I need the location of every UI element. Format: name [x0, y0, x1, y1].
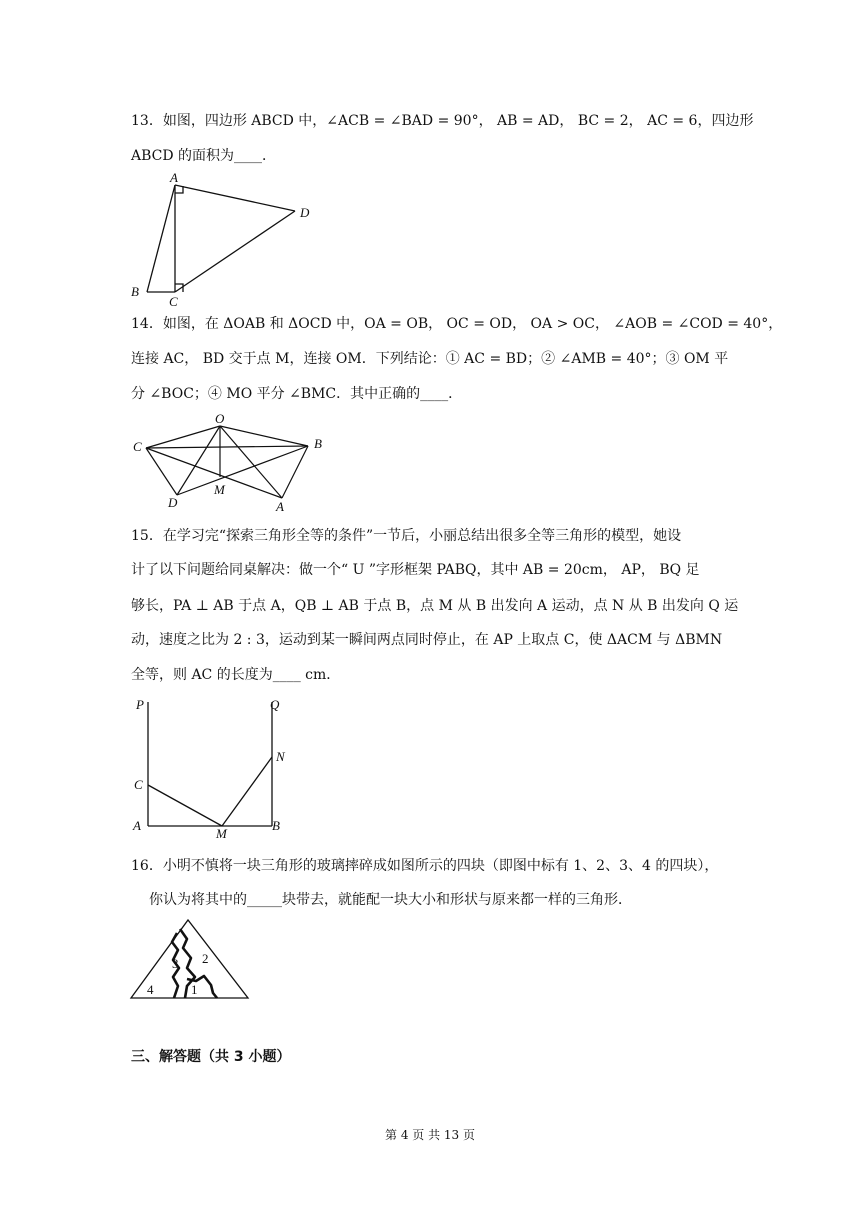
q15-label-b: B	[272, 818, 280, 833]
q14-label-m: M	[214, 482, 225, 497]
q13-label-a: A	[170, 170, 178, 185]
q16-label-3: 3	[172, 956, 179, 971]
q15-segment-mn	[222, 757, 272, 826]
q14-segment-cd	[146, 448, 177, 495]
q14-figure	[125, 410, 340, 515]
q16-figure	[125, 915, 255, 1005]
q14-segment-ob	[220, 426, 308, 446]
q15-label-q: Q	[270, 697, 280, 712]
q15-line-2: 计了以下问题给同桌解决：做一个“ U ”字形框架 PABQ，其中 AB = 20cm， AP， BQ 足	[131, 562, 700, 578]
q15-label-n: N	[276, 749, 285, 764]
q14-line-3: 分 ∠BOC；④ MO 平分 ∠BMC．其中正确的____．	[131, 386, 463, 402]
q16-line-2: 你认为将其中的_____块带去，就能配一块大小和形状与原来都一样的三角形．	[149, 892, 632, 908]
q13-figure	[120, 168, 330, 308]
q13-line-2: ABCD 的面积为____．	[131, 148, 277, 164]
q14-segment-cb	[146, 446, 308, 448]
q13-label-d: D	[300, 205, 310, 220]
q15-line-5: 全等，则 AC 的长度为____ cm．	[131, 667, 341, 683]
section-heading: 三、解答题（共 3 小题）	[131, 1049, 291, 1065]
q15-label-c: C	[134, 777, 143, 792]
q13-segment-cd	[175, 211, 295, 292]
q15-line-3: 够长，PA ⊥ AB 于点 A，QB ⊥ AB 于点 B，点 M 从 B 出发向 A 运动，点 N 从 B 出发向 Q 运	[131, 598, 739, 614]
q15-segment-cm	[148, 785, 222, 826]
q15-line-1: 15．在学习完“探索三角形全等的条件”一节后，小丽总结出很多全等三角形的模型，她设	[131, 528, 682, 544]
q14-label-c: C	[133, 439, 142, 454]
q15-figure	[125, 690, 300, 845]
q15-label-a: A	[133, 818, 141, 833]
q15-label-m: M	[216, 826, 227, 841]
q14-line-1: 14．如图，在 ΔOAB 和 ΔOCD 中，OA = OB， OC = OD， OA > OC， ∠AOB = ∠COD = 40°，	[131, 316, 783, 332]
q15-label-p: P	[136, 697, 144, 712]
q13-line-1: 13．如图，四边形 ABCD 中，∠ACB = ∠BAD = 90°， AB = AD， BC = 2， AC = 6，四边形	[131, 113, 754, 129]
q13-label-c: C	[169, 294, 178, 308]
q14-label-a: A	[276, 499, 284, 514]
q13-segment-ba	[147, 185, 175, 292]
q14-label-o: O	[215, 411, 225, 426]
q16-line-1: 16．小明不慎将一块三角形的玻璃摔碎成如图所示的四块（即图中标有 1、2、3、4 的四块），	[131, 858, 719, 874]
q15-line-4: 动，速度之比为 2 : 3，运动到某一瞬间两点同时停止，在 AP 上取点 C，使 ΔACM 与 ΔBMN	[131, 632, 723, 648]
q13-segment-ad	[175, 185, 295, 211]
q16-label-2: 2	[202, 951, 209, 966]
q14-line-2: 连接 AC， BD 交于点 M，连接 OM．下列结论：① AC = BD；② ∠AMB = 40°；③ OM 平	[131, 351, 729, 367]
q14-label-b: B	[314, 436, 322, 451]
q16-label-1: 1	[191, 982, 198, 997]
page-footer: 第 4 页 共 13 页	[385, 1128, 475, 1142]
q14-segment-db	[177, 446, 308, 495]
q13-label-b: B	[131, 284, 139, 299]
q16-label-4: 4	[147, 982, 154, 997]
q14-label-d: D	[168, 495, 178, 510]
